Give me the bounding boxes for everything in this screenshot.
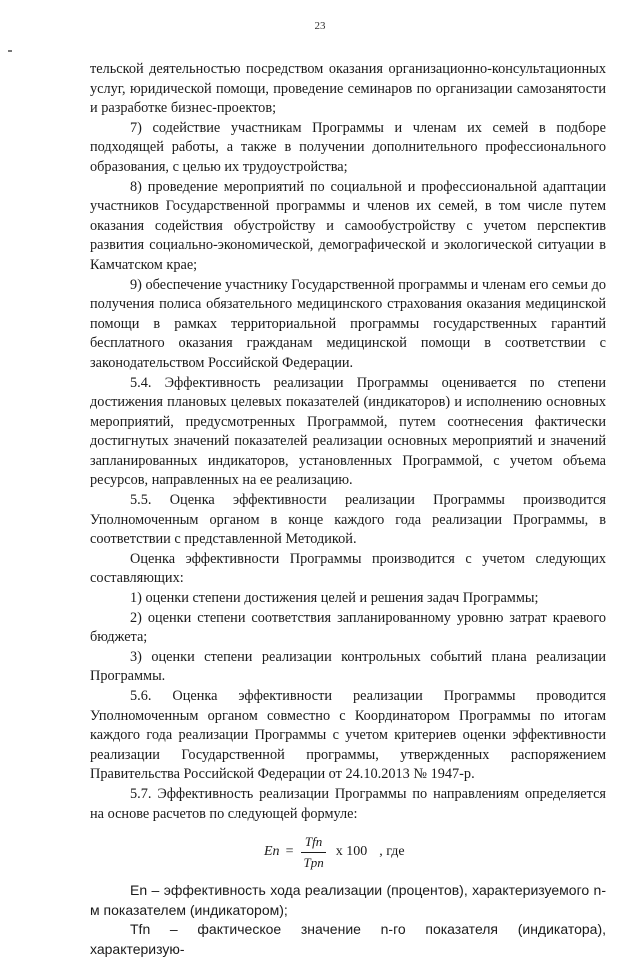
list-item-1: 1) оценки степени достижения целей и решения задач Программы; [130,590,539,607]
list-item-3: 3) оценки степени реализации контрольных событий плана реализации Программы. [90,648,606,685]
page-number: 23 [314,20,326,32]
definition-tfn: Tfn – фактическое значение n-го показателя (индикатора), характеризую- [90,921,606,957]
formula-equals: = [285,844,294,860]
margin-mark [8,50,12,52]
formula-multiplier: x 100 [335,844,368,860]
definition-en: En – эффективность хода реализации (процентов), характеризуемого n-м показателем (индикатором); [90,882,606,918]
formula-suffix: , где [379,844,405,860]
formula-numerator: Tfn [301,834,326,853]
formula-denominator: Tpn [303,854,324,870]
list-item-2: 2) оценки степени соответствия запланированному уровню затрат краевого бюджета; [90,609,606,646]
paragraph-5-5: 5.5. Оценка эффективности реализации Программы производится Уполномоченным органом в конце каждого года реализации Программы, в соответствии с представленной Методикой. [90,492,606,548]
formula-fraction [299,834,327,871]
paragraph-components-intro: Оценка эффективности Программы производится с учетом следующих составляющих: [90,550,606,587]
paragraph-item-7: 7) содействие участникам Программы и членам их семей в подборе подходящей работы, а также в получении дополнительного профессионального образования, с целью их трудоустройства; [90,119,606,175]
formula-lhs: En [264,844,280,860]
paragraph-item-8: 8) проведение мероприятий по социальной и профессиональной адаптации участников Государственной программы и членов их семей, в том числе путем оказания содействия обустройству и самообустройству с учетом перспектив развития социально-экономической, демографической и экологической ситуации в Камчатском крае; [90,178,606,273]
paragraph-5-4: 5.4. Эффективность реализации Программы оценивается по степени достижения плановых целевых показателей (индикаторов) и исполнению основных мероприятий, предусмотренных Программой, путем соотнесения фактически достигнутых значений показателей реализации основных мероприятий и значений запланированных индикаторов, установленных Программой, с учетом объема ресурсов, направленных на ее реализацию. [90,374,606,489]
paragraph: тельской деятельностью посредством оказания организационно-консультационных услуг, юридической помощи, проведение семинаров по организации самозанятости и разработке бизнес-проектов; [90,61,606,117]
body-text [90,60,606,960]
efficiency-formula [90,827,606,877]
paragraph-item-9: 9) обеспечение участнику Государственной программы и членам его семьи до получения полиса обязательного медицинского страхования оказания медицинской помощи в рамках территориальной программы государственных гарантий бесплатного оказания гражданам медицинской помощи в соответствии с законодательством Российской Федерации. [90,276,606,371]
paragraph-5-7: 5.7. Эффективность реализации Программы по направлениям определяется на основе расчетов по следующей формуле: [90,785,606,822]
paragraph-5-6: 5.6. Оценка эффективности реализации Программы проводится Уполномоченным органом совместно с Координатором Программы по итогам каждого года реализации Программы с учетом критериев оценки эффективности реализации Государственной программы, утвержденных распоряжением Правительства Российской Федерации от 24.10.2013 № 1947-р. [90,688,606,783]
